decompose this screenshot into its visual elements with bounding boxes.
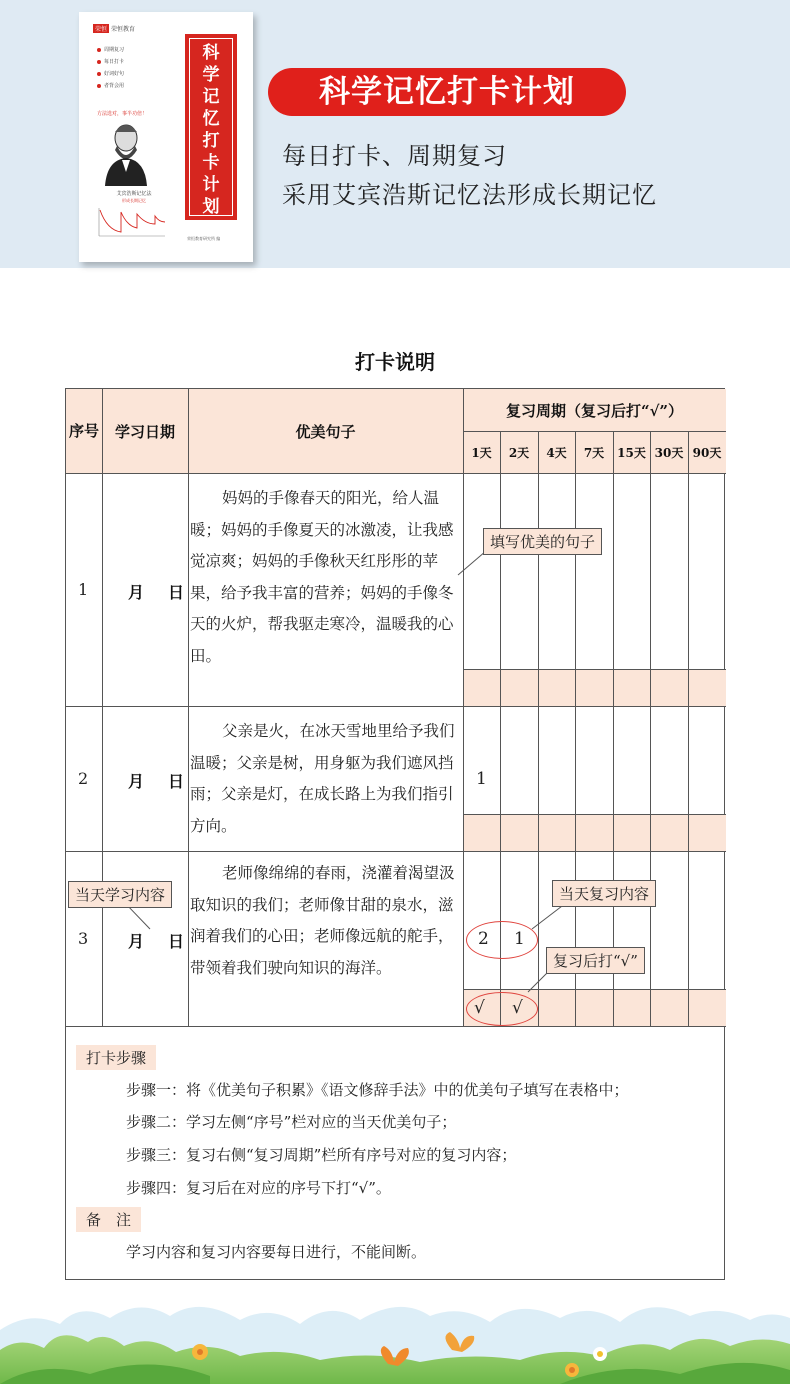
brand-logo: 荣恒 xyxy=(95,26,108,33)
day-column-header: 1天 xyxy=(471,445,492,460)
row-sentence: 老师像绵绵的春雨，浇灌着渴望汲取知识的我们；老师像甘甜的泉水，滋润着我们的心田；老师像远航的舵手，带领着我们驶向知识的海洋。 xyxy=(190,864,455,977)
steps-label: 打卡步骤 xyxy=(76,1045,156,1070)
day-column-header: 2天 xyxy=(508,445,530,460)
row-index: 3 xyxy=(78,929,89,948)
book-vertical-title: 科 学 记 忆 打 卡 计 划 xyxy=(202,43,220,217)
row-day: 日 xyxy=(168,932,185,951)
callout-fill-sentence: 填写优美的句子 xyxy=(483,528,602,555)
header-sentence: 优美句子 xyxy=(295,422,356,441)
checkin-table xyxy=(65,388,725,1280)
callout-review-content: 当天复习内容 xyxy=(552,880,656,907)
plan-banner: 科学记忆打卡计划 xyxy=(268,68,626,116)
step-item: 步骤二：学习左侧“序号”栏对应的当天优美句子； xyxy=(126,1113,457,1131)
book-title-band xyxy=(185,34,237,220)
portrait-image xyxy=(103,120,149,186)
book-feature: 每日打卡 xyxy=(97,58,124,65)
footer-decoration xyxy=(0,1290,790,1384)
review-mark: 1 xyxy=(476,769,487,789)
day-column-header: 4天 xyxy=(546,445,567,460)
row-index: 1 xyxy=(78,580,89,599)
section-title: 打卡说明 xyxy=(355,350,435,374)
header-review-cycle: 复习周期（复习后打“√”） xyxy=(505,401,684,420)
callout-check-after-review: 复习后打“√” xyxy=(546,947,645,974)
header-index: 序号 xyxy=(68,422,99,440)
step-item: 步骤三：复习右侧“复习周期”栏所有序号对应的复习内容； xyxy=(126,1146,517,1164)
forgetting-curve-image xyxy=(97,206,167,238)
header-banner-area xyxy=(0,0,790,268)
check-mark: √ xyxy=(474,998,485,1018)
row-index: 2 xyxy=(78,769,89,788)
header-date: 学习日期 xyxy=(114,422,175,441)
book-brand: 荣恒 荣恒教育 xyxy=(95,26,136,33)
book-feature: 周期复习 xyxy=(97,46,124,53)
row-month: 月 xyxy=(128,583,145,602)
review-oval xyxy=(466,921,538,959)
callout-today-content: 当天学习内容 xyxy=(68,881,172,908)
book-feature: 好词好句 xyxy=(97,70,124,77)
review-check-row xyxy=(463,814,726,851)
review-check-row xyxy=(463,669,726,706)
row-month: 月 xyxy=(128,772,145,791)
row-day: 日 xyxy=(168,583,185,602)
row-month: 月 xyxy=(128,932,145,951)
subtitle-line-1: 每日打卡、周期复习 xyxy=(282,142,507,170)
row-sentence: 父亲是火，在冰天雪地里给予我们温暖；父亲是树，用身躯为我们遮风挡雨；父亲是灯，在成长路上为我们指引方向。 xyxy=(190,722,455,835)
day-column-header: 15天 xyxy=(617,445,646,460)
review-mark: 2 xyxy=(478,929,489,949)
book-cover xyxy=(79,12,253,262)
note-text: 学习内容和复习内容要每日进行，不能间断。 xyxy=(126,1243,427,1261)
day-column-header: 30天 xyxy=(654,445,684,460)
book-method: 艾宾浩斯记忆法 xyxy=(116,191,152,197)
book-publisher: 荣恒教育研究所 编 xyxy=(187,236,221,241)
check-mark: √ xyxy=(512,998,523,1018)
book-slogan: 方法选对，事半功倍！ xyxy=(97,111,148,117)
step-item: 步骤一：将《优美句子积累》《语文修辞手法》中的优美句子填写在表格中； xyxy=(126,1081,629,1099)
row-sentence: 妈妈的手像春天的阳光，给人温暖；妈妈的手像夏天的冰激凌，让我感觉凉爽；妈妈的手像秋天红彤彤的苹果，给予我丰富的营养；妈妈的手像冬天的火炉，帮我驱走寒冷，温暖我的心田。 xyxy=(190,489,454,665)
step-item: 步骤四：复习后在对应的序号下打“√”。 xyxy=(126,1179,391,1197)
day-column-header: 90天 xyxy=(692,445,722,460)
day-column-header: 7天 xyxy=(583,445,605,460)
book-method-sub: 形成长期记忆 xyxy=(122,198,146,203)
book-feature: 者背会用 xyxy=(97,82,124,89)
note-label: 备 注 xyxy=(76,1207,141,1232)
subtitle-line-2: 采用艾宾浩斯记忆法形成长期记忆 xyxy=(282,181,657,209)
row-day: 日 xyxy=(168,772,185,791)
review-mark: 1 xyxy=(514,929,525,949)
